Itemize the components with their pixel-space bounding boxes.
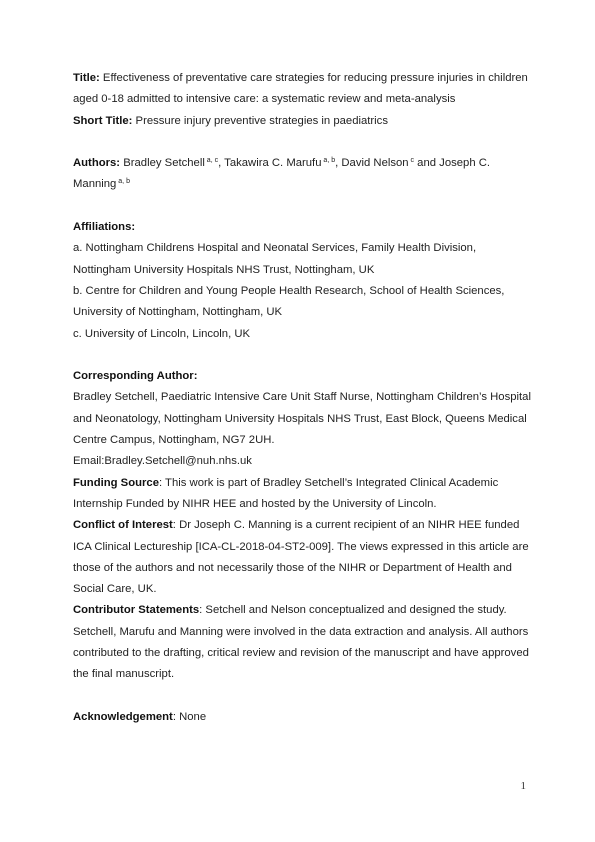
title-page xyxy=(73,68,533,728)
corresponding-author-email: Email:Bradley.Setchell@nuh.nhs.uk xyxy=(73,455,252,468)
corresponding-author-text: Bradley Setchell, Paediatric Intensive Care Unit Staff Nurse, Nottingham Children’s Hospital and Neonatology, Nottingham University Hospitals NHS Trust, East Block, Queens Medical Centre Campus, Nottingham, NG7 2UH. xyxy=(73,391,531,447)
funding-paragraph xyxy=(73,473,533,516)
title-label: Title: xyxy=(73,72,100,84)
funding-label: Funding Source xyxy=(73,476,159,489)
acknowledgement-label: Acknowledgement xyxy=(73,710,173,723)
contributors-paragraph xyxy=(73,600,533,685)
author-affiliation-marker: c xyxy=(408,157,415,165)
title-paragraph xyxy=(73,68,533,111)
spacer xyxy=(73,686,533,707)
affiliation-item: b. Centre for Children and Young People Health Research, School of Health Sciences, University of Nottingham, Nottingham, UK xyxy=(73,284,505,319)
short-title-text: Pressure injury preventive strategies in paediatrics xyxy=(132,114,388,127)
title-text: Effectiveness of preventative care strategies for reducing pressure injuries in children aged 0-18 admitted to intensive care: a systematic review and meta-analysis xyxy=(73,72,528,106)
spacer xyxy=(73,132,533,153)
author-affiliation-marker: a, b xyxy=(321,157,336,165)
conflict-paragraph xyxy=(73,515,533,600)
funding-text: : This work is part of Bradley Setchell’s Integrated Clinical Academic Internship Funded by NIHR HEE and hosted by the University of Lincoln. xyxy=(73,476,499,510)
affiliation-item: c. University of Lincoln, Lincoln, UK xyxy=(73,327,251,340)
conflict-label: Conflict of Interest xyxy=(73,519,173,532)
author-name: Bradley Setchell xyxy=(120,157,205,170)
spacer xyxy=(73,345,533,366)
author-affiliation-marker: a, c xyxy=(204,157,219,165)
author-separator: and xyxy=(414,157,440,170)
author-separator: , xyxy=(218,157,225,170)
authors-label: Authors: xyxy=(73,157,121,170)
short-title-paragraph xyxy=(73,111,533,132)
author-name: Takawira C. Marufu xyxy=(224,157,322,170)
affiliation-item: a. Nottingham Childrens Hospital and Neonatal Services, Family Health Division, Nottingham University Hospitals NHS Trust, Nottingham, UK xyxy=(73,242,477,276)
short-title-label: Short Title: xyxy=(73,114,133,127)
author-name: David Nelson xyxy=(341,157,409,170)
corresponding-author-label: Corresponding Author: xyxy=(73,370,198,383)
author-affiliation-marker: a, b xyxy=(116,178,130,186)
authors-paragraph xyxy=(73,153,533,196)
acknowledgement-text: : None xyxy=(172,710,207,723)
acknowledgement-paragraph xyxy=(73,707,533,728)
contributors-label: Contributor Statements xyxy=(73,604,200,617)
author-separator: , xyxy=(335,157,342,170)
spacer xyxy=(73,196,533,217)
conflict-text: : Dr Joseph C. Manning is a current recipient of an NIHR HEE funded ICA Clinical Lectureship [ICA-CL-2018-04-ST2-009]. The views expressed in this article are those of the authors and not necessarily those of the NIHR or Department of Health and Social Care, UK. xyxy=(73,519,529,596)
contributors-text: : Setchell and Nelson conceptualized and designed the study. Setchell, Marufu and Manning were involved in the data extraction and analysis. All authors contributed to the drafting, critical review and revision of the manuscript and have approved the final manuscript. xyxy=(73,604,529,681)
author-name: Joseph C. Manning xyxy=(73,157,491,191)
page-number: 1 xyxy=(520,780,526,792)
affiliations-label: Affiliations: xyxy=(73,221,136,234)
